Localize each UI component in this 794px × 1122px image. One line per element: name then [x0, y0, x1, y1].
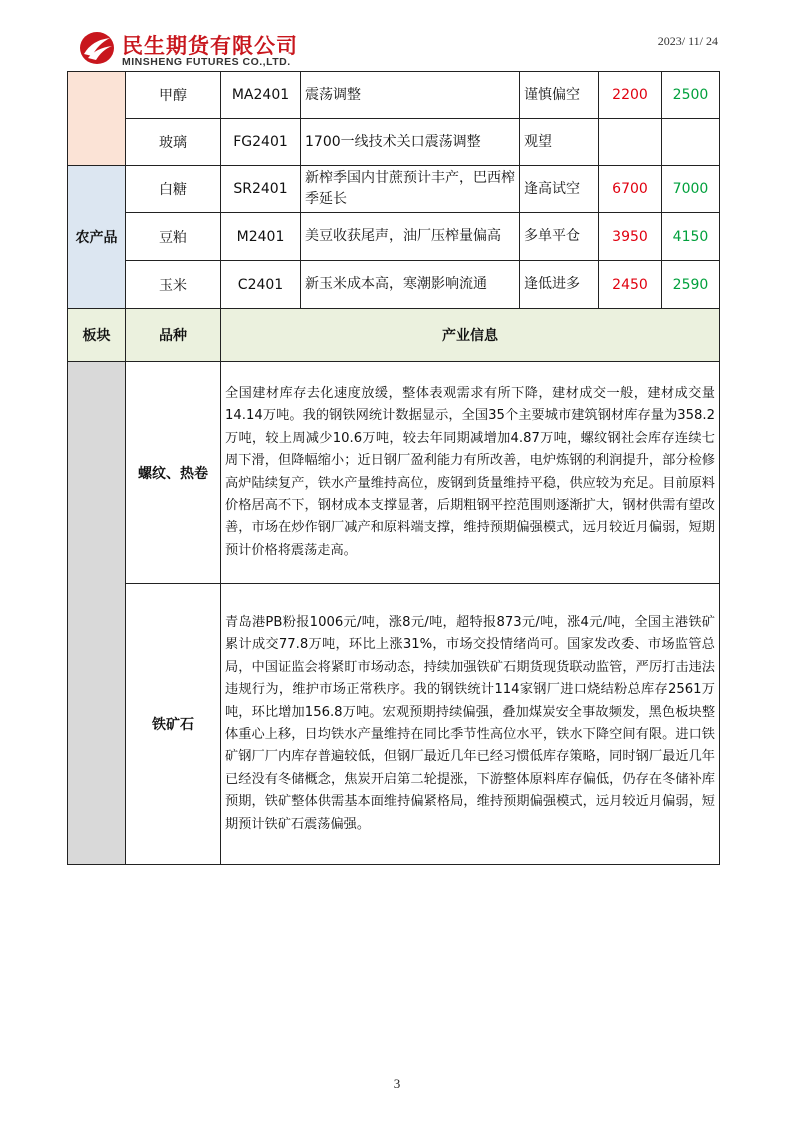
page-number: 3: [393, 1076, 401, 1091]
report-table: [67, 71, 720, 865]
industry-info-header: 产业信息: [221, 309, 720, 362]
variety-cell: 豆粕: [126, 213, 221, 261]
table-row: [68, 119, 720, 166]
contract-cell: SR2401: [221, 166, 301, 213]
variety-cell: 玻璃: [126, 119, 221, 166]
strategy-cell: 逢高试空: [520, 166, 599, 213]
high-price-cell: 2590: [662, 261, 720, 309]
view-cell: 新玉米成本高，寒潮影响流通: [301, 261, 520, 309]
low-price-cell: 2200: [599, 72, 662, 119]
category-cell: [68, 72, 126, 166]
strategy-cell: 逢低进多: [520, 261, 599, 309]
sector-cell: [68, 362, 126, 865]
low-price-cell: [599, 119, 662, 166]
contract-cell: M2401: [221, 213, 301, 261]
contract-cell: C2401: [221, 261, 301, 309]
variety-cell: 甲醇: [126, 72, 221, 119]
view-cell: 新榨季国内甘蔗预计丰产，巴西榨季延长: [301, 166, 520, 213]
table-row: [68, 213, 720, 261]
industry-header-row: [68, 309, 720, 362]
industry-variety-cell: 铁矿石: [126, 584, 221, 865]
industry-variety-cell: 螺纹、热卷: [126, 362, 221, 584]
high-price-cell: [662, 119, 720, 166]
view-cell: 1700一线技术关口震荡调整: [301, 119, 520, 166]
view-cell: 震荡调整: [301, 72, 520, 119]
strategy-cell: 多单平仓: [520, 213, 599, 261]
contract-cell: MA2401: [221, 72, 301, 119]
industry-row: [68, 362, 720, 584]
variety-cell: 白糖: [126, 166, 221, 213]
variety-cell: 玉米: [126, 261, 221, 309]
low-price-cell: 2450: [599, 261, 662, 309]
industry-info-text: 全国建材库存去化速度放缓，整体表观需求有所下降，建材成交一般，建材成交量14.14万吨。我的钢铁网统计数据显示，全国35个主要城市建筑钢材库存量为358.2 万吨，较上周减少10.6万吨，较去年同期减增加4.87万吨，螺纹钢社会库存连续七周下滑，但降幅缩小；近日钢厂盈利能力有所改善，电炉炼钢的利润提升，部分检修高炉陆续复产，铁水产量维持高位，废钢到货量维持平稳，供应较为充足。目前原料价格居高不下，钢材成本支撑显著，后期粗钢平控范围则逐渐扩大，钢材供需有望改善，市场在炒作钢厂减产和原料端支撑，维持预期偏强模式，远月较近月偏弱，短期预计价格将震荡走高。: [221, 362, 720, 584]
sector-header: 板块: [68, 309, 126, 362]
table-row: [68, 166, 720, 213]
table-row: [68, 72, 720, 119]
variety-header: 品种: [126, 309, 221, 362]
company-name-cn: 民生期货有限公司: [122, 34, 298, 58]
company-logo: [78, 28, 318, 70]
strategy-cell: 观望: [520, 119, 599, 166]
contract-cell: FG2401: [221, 119, 301, 166]
view-cell: 美豆收获尾声，油厂压榨量偏高: [301, 213, 520, 261]
high-price-cell: 2500: [662, 72, 720, 119]
industry-info-text: 青岛港PB粉报1006元/吨，涨8元/吨，超特报873元/吨，涨4元/吨，全国主港铁矿累计成交77.8万吨，环比上涨31%，市场交投情绪尚可。国家发改委、市场监管总局，中国证监会将紧盯市场动态，持续加强铁矿石期货现货联动监管，严厉打击违法违规行为，维护市场正常秩序。我的钢铁统计114家钢厂进口烧结粉总库存2561万吨，环比增加156.8万吨。宏观预期持续偏强，叠加煤炭安全事故频发，黑色板块整体重心上移，日均铁水产量维持在同比季节性高位水平，铁水下降空间有限。进口铁矿钢厂厂内库存普遍较低，但钢厂最近几年已经习惯低库存策略，同时钢厂最近几年已经没有冬储概念，焦炭开启第二轮提涨，下游整体原料库存偏低，仍存在冬储补库预期，铁矿整体供需基本面维持偏紧格局，维持预期偏强模式，远月较近月偏弱，短期预计铁矿石震荡偏强。: [221, 584, 720, 865]
low-price-cell: 3950: [599, 213, 662, 261]
company-name-en: MINSHENG FUTURES CO.,LTD.: [122, 56, 291, 68]
low-price-cell: 6700: [599, 166, 662, 213]
table-row: [68, 261, 720, 309]
strategy-cell: 谨慎偏空: [520, 72, 599, 119]
industry-row: [68, 584, 720, 865]
report-date: 2023/ 11/ 24: [657, 34, 718, 48]
high-price-cell: 4150: [662, 213, 720, 261]
high-price-cell: 7000: [662, 166, 720, 213]
minsheng-logo-icon: [78, 30, 116, 66]
category-cell: 农产品: [68, 166, 126, 309]
